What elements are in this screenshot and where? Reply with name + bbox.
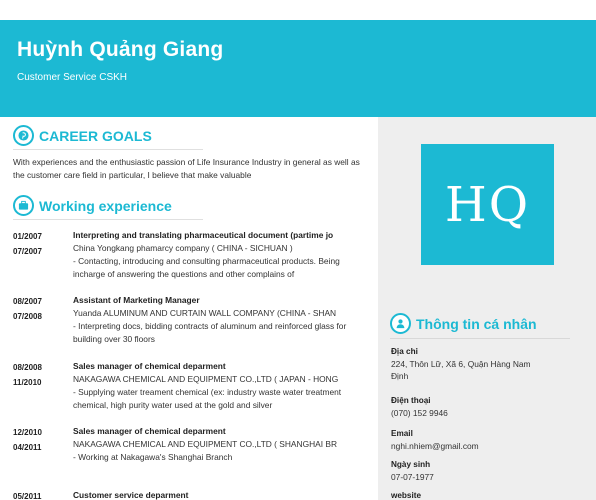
- experience-company: Yuanda ALUMINUM AND CURTAIN WALL COMPANY (CHINA - SHAN: [73, 308, 337, 318]
- person-icon: [390, 313, 411, 334]
- personal-info-divider: [390, 338, 570, 339]
- experience-dates: [13, 425, 63, 455]
- info-value: (070) 152 9946: [391, 408, 448, 418]
- experience-description: - Contacting, introducing and consulting pharmaceutical products. Being incharge of answering the questions and other complains of: [73, 256, 340, 279]
- experience-body: [73, 489, 365, 500]
- experience-company: NAKAGAWA CHEMICAL AND EQUIPMENT CO.,LTD ( SHANGHAI BR: [73, 439, 338, 449]
- experience-description: - Interpreting docs, bidding contracts of aluminum and reinforced glass for building over 30 floors: [73, 321, 347, 344]
- info-value[interactable]: nghi.nhiem@gmail.com: [391, 441, 479, 451]
- experience-position: Interpreting and translating pharmaceutical document (partime jo: [73, 230, 334, 240]
- date-from: 05/2011: [13, 492, 42, 500]
- personal-info-heading: [390, 313, 537, 334]
- pinterest-icon: [13, 125, 34, 146]
- career-goals-divider: [13, 149, 203, 150]
- date-from: 01/2007: [13, 232, 42, 241]
- experience-body: [73, 229, 365, 281]
- experience-dates: [13, 294, 63, 324]
- career-goals-title: CAREER GOALS: [39, 127, 152, 144]
- date-to: 07/2008: [13, 312, 42, 321]
- experience-position: Customer service deparment: [73, 490, 189, 500]
- info-value: 224, Thôn Lữ, Xã 6, Quận Hàng Nam Định: [391, 359, 531, 381]
- info-label: Ngày sinh: [391, 460, 431, 469]
- date-from: 12/2010: [13, 428, 42, 437]
- experience-dates: [13, 489, 63, 500]
- date-to: 11/2010: [13, 378, 42, 387]
- header-banner: [0, 20, 596, 117]
- experience-position: Sales manager of chemical deparment: [73, 426, 226, 436]
- experience-description: - Working at Nakagawa's Shanghai Branch: [73, 452, 233, 462]
- top-strip: [0, 0, 596, 20]
- career-goals-text: With experiences and the enthusiastic passion of Life Insurance Industry in general as well as the customer care field in particular, I believe that make valuable: [13, 157, 360, 180]
- info-label: website: [391, 491, 422, 500]
- experience-company: China Yongkang phamarcy company ( CHINA - SICHUAN ): [73, 243, 293, 253]
- experience-body: [73, 425, 365, 464]
- experience-company: NAKAGAWA CHEMICAL AND EQUIPMENT CO.,LTD ( JAPAN - HONG: [73, 374, 339, 384]
- experience-position: Sales manager of chemical deparment: [73, 361, 226, 371]
- experience-title: Working experience: [39, 197, 172, 214]
- experience-description: - Supplying water treament chemical (ex: industry waste water treatment chemical, high purity water used at the gold and silver: [73, 387, 342, 410]
- info-birthdate: [391, 459, 581, 483]
- info-value: 07-07-1977: [391, 472, 434, 482]
- job-title: Customer Service CSKH: [17, 72, 128, 83]
- experience-heading: [13, 195, 172, 216]
- experience-position: Assistant of Marketing Manager: [73, 295, 200, 305]
- career-goals-heading: [13, 125, 152, 146]
- info-label: Email: [391, 429, 413, 438]
- personal-info-title: Thông tin cá nhân: [416, 315, 537, 332]
- experience-dates: [13, 360, 63, 390]
- experience-body: [73, 294, 365, 346]
- info-email: [391, 428, 581, 452]
- experience-dates: [13, 229, 63, 259]
- date-to: 04/2011: [13, 443, 42, 452]
- info-label: Điện thoại: [391, 396, 431, 405]
- date-from: 08/2008: [13, 363, 42, 372]
- experience-body: [73, 360, 365, 412]
- candidate-name: Huỳnh Quảng Giang: [17, 38, 224, 61]
- info-address: [391, 346, 581, 382]
- info-label: Địa chỉ: [391, 347, 418, 356]
- info-phone: [391, 395, 581, 419]
- experience-divider: [13, 219, 203, 220]
- date-from: 08/2007: [13, 297, 42, 306]
- info-website: [391, 490, 581, 500]
- avatar-initials: HQ: [444, 176, 531, 233]
- avatar: [421, 144, 554, 265]
- date-to: 07/2007: [13, 247, 42, 256]
- briefcase-icon: [13, 195, 34, 216]
